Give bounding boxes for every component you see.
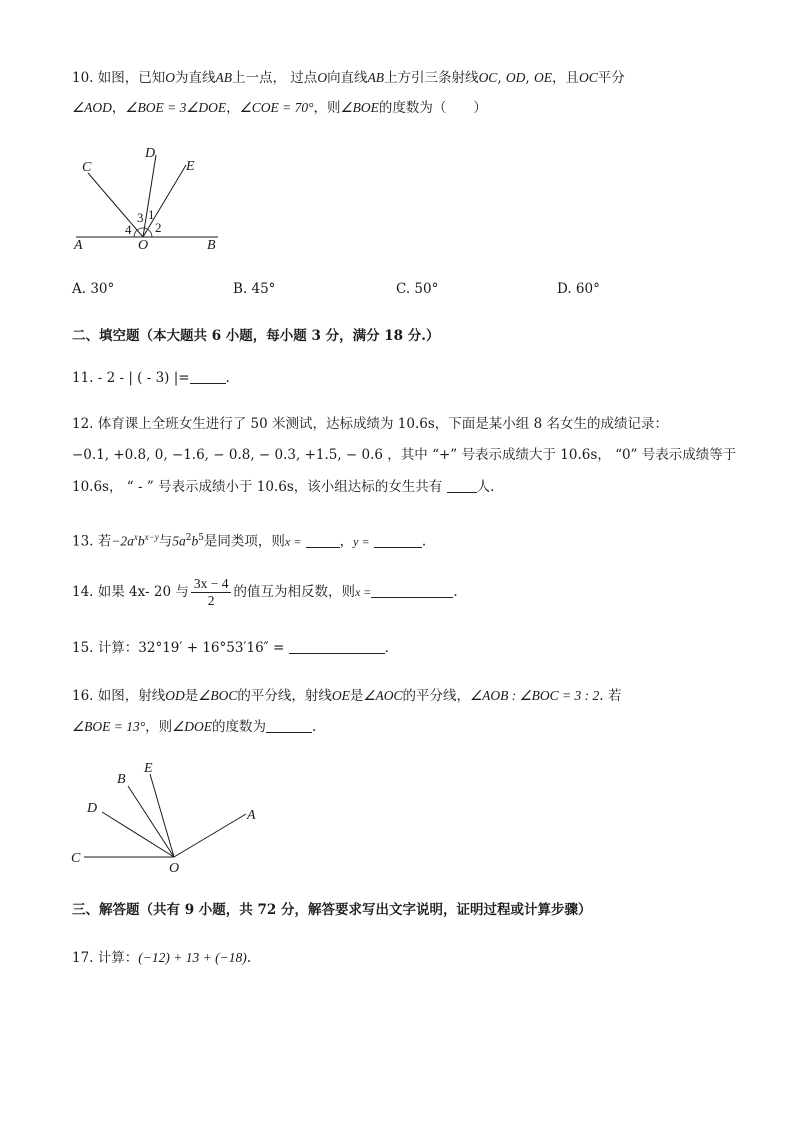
option-b[interactable]: B. 45° [233, 281, 276, 297]
ray-oa [174, 814, 246, 857]
q12-line3: 10.6s， “ - ” 号表示成绩小于 10.6s，该小组达标的女生共有 人. [72, 479, 495, 495]
q14: 14. 如果 4x- 20 与 $\frac{3x - 4}{2}$ 的值互为相反数，则x = . [72, 576, 458, 608]
q10-line2: ∠AOD，∠BOE = 3∠DOE，∠COE = 70°，则∠BOE的度数为（ ） [72, 100, 487, 116]
label-b: B [207, 238, 216, 253]
ray-oe [143, 165, 186, 237]
angle-2-label: 2 [155, 220, 162, 235]
q16-blank[interactable] [266, 718, 312, 733]
q15-blank[interactable] [289, 639, 385, 654]
q12-line2: −0.1, +0.8, 0, −1.6, − 0.8, − 0.3, +1.5, − 0.6 ，其中 “+” 号表示成绩大于 10.6s， “0” 号表示成绩等于 [72, 447, 737, 463]
q16-figure [66, 756, 276, 878]
q10-figure [68, 140, 228, 255]
label-b: B [117, 772, 126, 787]
label-d: D [87, 801, 98, 816]
q13-x-blank[interactable] [306, 533, 340, 548]
q15: 15. 计算：32°19′ + 16°53′16″ = . [72, 640, 389, 656]
q14-blank[interactable] [371, 583, 453, 598]
label-e: E [186, 159, 195, 174]
label-o: O [169, 861, 180, 876]
q16-line2: ∠BOE = 13°，则∠DOE的度数为 . [72, 719, 317, 735]
label-a: A [247, 808, 256, 823]
angle-1-label: 1 [148, 207, 155, 222]
q16-line1: 16. 如图，射线OD是∠BOC的平分线，射线OE是∠AOC的平分线，∠AOB : ∠BOC = 3 : 2. 若 [72, 688, 622, 704]
option-c[interactable]: C. 50° [396, 281, 439, 297]
q13-y-blank[interactable] [374, 533, 422, 548]
ray-ob [128, 786, 174, 857]
label-o: O [138, 238, 149, 253]
angle-4-label: 4 [125, 222, 132, 237]
option-a[interactable]: A. 30° [72, 281, 115, 297]
label-c: C [71, 851, 81, 866]
section-2-heading: 二、填空题（本大题共 6 小题，每小题 3 分，满分 18 分.） [72, 328, 440, 344]
q12-blank[interactable] [447, 478, 477, 493]
q10-line1: 10. 如图，已知O为直线AB上一点， 过点O向直线AB上方引三条射线OC, OD, OE，且OC平分 [72, 70, 625, 86]
label-d: D [145, 146, 156, 161]
q11-blank[interactable] [190, 369, 226, 384]
q12-line1: 12. 体育课上全班女生进行了 50 米测试，达标成绩为 10.6s，下面是某小组 8 名女生的成绩记录： [72, 416, 668, 432]
q13: 13. 若$-2a^xb^{x-y}$与$5a^2b^5$是同类项，则x = ，y = . [72, 532, 427, 550]
q17: 17. 计算：(−12) + 13 + (−18). [72, 950, 251, 966]
option-d[interactable]: D. 60° [557, 281, 600, 297]
q11: 11. - 2 - | ( - 3) |= . [72, 370, 230, 386]
label-c: C [82, 160, 92, 175]
q14-fraction: $\frac{3x - 4}{2}$ [191, 576, 232, 609]
angle-3-label: 3 [137, 210, 144, 225]
label-e: E [144, 761, 153, 776]
label-a: A [74, 238, 83, 253]
ray-oc [88, 173, 143, 237]
section-3-heading: 三、解答题（共有 9 小题，共 72 分，解答要求写出文字说明，证明过程或计算步骤） [72, 902, 592, 918]
